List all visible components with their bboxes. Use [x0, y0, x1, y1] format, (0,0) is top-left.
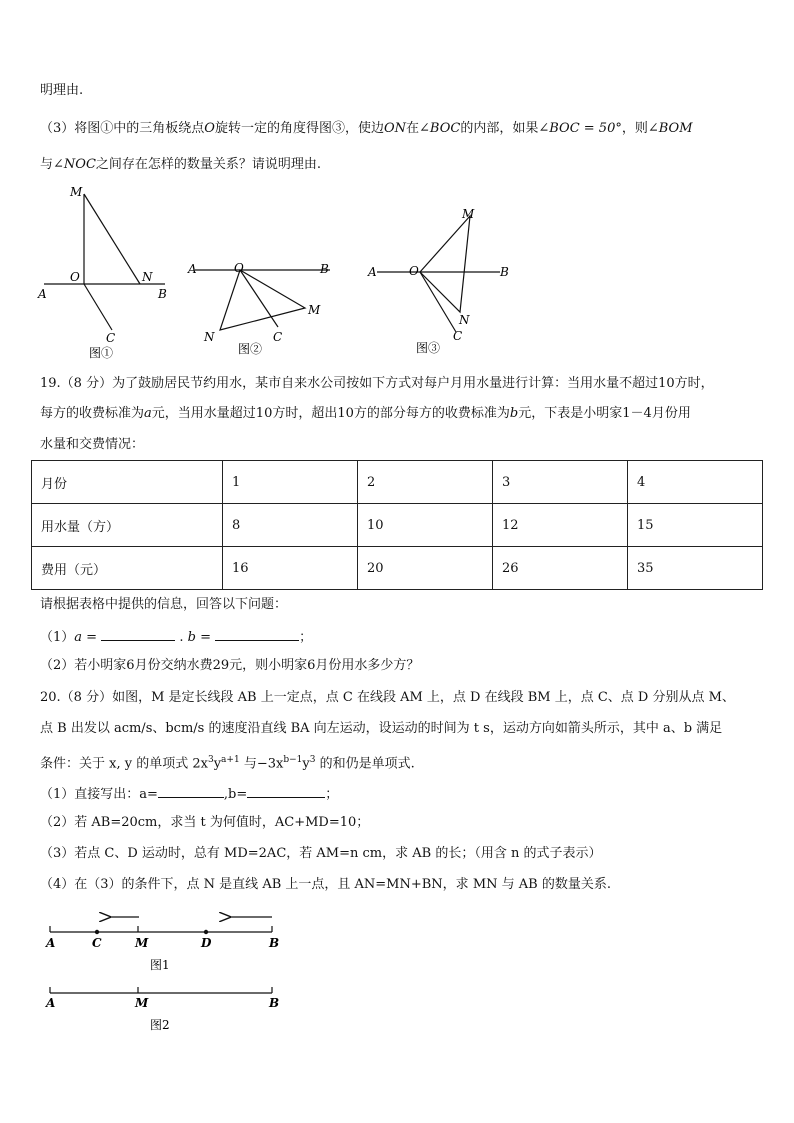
table-cell: 1 [223, 461, 358, 504]
label-n: N [459, 313, 470, 327]
table-cell: 8 [223, 504, 358, 547]
table-cell: 用水量（方） [32, 504, 223, 547]
table-cell: 3 [493, 461, 628, 504]
q19-prompt: 请根据表格中提供的信息，回答以下问题： [40, 597, 288, 612]
label-m: M [135, 936, 149, 950]
table-cell: 2 [358, 461, 493, 504]
label-o: O [234, 261, 244, 275]
point-d [204, 930, 208, 934]
label-o: O [409, 264, 419, 278]
q20-line3: 条件：关于 x, y 的单项式 $2x^3y^{a+1}$ 与$-3x^{b-1}y^3$ 的和仍是单项式. [40, 755, 415, 772]
q19-line1: 19.（8 分）为了鼓励居民节约用水，某市自来水公司按如下方式对每户月用水量进行计算：当用水量不超过10方时， [40, 376, 714, 391]
q18-part3-line2: 与∠NOC之间存在怎样的数量关系？请说明理由. [40, 157, 322, 172]
q19-part1: （1）a = . b = ； [40, 626, 312, 647]
point-c [95, 930, 99, 934]
table-row [32, 547, 763, 590]
label-a: A [188, 262, 197, 276]
water-usage-table [31, 460, 763, 590]
table-cell: 35 [628, 547, 763, 590]
triangle-omn [220, 270, 305, 330]
label-n: N [142, 270, 153, 284]
q20-part2: （2）若 AB=20cm，求当 t 为何值时，AC+MD=10； [40, 815, 370, 830]
caption-fig2: 图② [238, 342, 263, 356]
answer-blank-a[interactable] [101, 626, 175, 641]
answer-blank-b[interactable] [247, 783, 325, 798]
q18-part3-line1: （3）将图①中的三角板绕点O旋转一定的角度得图③，使边ON在∠BOC的内部，如果∠BOC = 50°，则∠BOM [40, 121, 693, 136]
label-b: B [269, 996, 280, 1010]
q20-figure-1 [40, 905, 290, 977]
label-b: B [269, 936, 280, 950]
label-b: B [320, 262, 329, 276]
table-cell: 10 [358, 504, 493, 547]
table-cell: 12 [493, 504, 628, 547]
caption-fig2: 图2 [150, 1018, 170, 1032]
q18-figure-1 [30, 180, 180, 360]
label-m: M [70, 185, 83, 199]
q18-figure-2 [180, 255, 340, 360]
label-c: C [453, 329, 463, 343]
label-m: M [308, 303, 321, 317]
label-a: A [46, 996, 56, 1010]
q20-line1: 20.（8 分）如图，M 是定长线段 AB 上一定点，点 C 在线段 AM 上，点 D 在线段 BM 上，点 C、点 D 分别从点 M、 [40, 690, 735, 705]
ray-oc [84, 284, 112, 330]
q19-part2: （2）若小明家6月份交纳水费29元，则小明家6月份用水多少方？ [40, 658, 420, 673]
q20-part4: （4）在（3）的条件下，点 N 是直线 AB 上一点，且 AN=MN+BN，求 MN 与 AB 的数量关系. [40, 877, 611, 892]
caption-fig1: 图① [89, 346, 114, 360]
q18-figure-3 [360, 200, 520, 360]
label-m: M [135, 996, 149, 1010]
q20-figure-2 [40, 985, 290, 1035]
caption-fig3: 图③ [416, 341, 441, 355]
label-c: C [92, 936, 102, 950]
answer-blank-a[interactable] [158, 783, 224, 798]
label-m: M [462, 207, 475, 221]
q18-tail: 明理由. [40, 83, 84, 98]
q20-line2: 点 B 出发以 acm/s、bcm/s 的速度沿直线 BA 向左运动，设运动的时间为 t s，运动方向如箭头所示，其中 a、b 满足 [40, 721, 723, 736]
table-cell: 15 [628, 504, 763, 547]
q20-part1: （1）直接写出：a= ,b= ； [40, 783, 338, 804]
label-b: B [158, 287, 167, 301]
table-cell: 费用（元） [32, 547, 223, 590]
ray-oc [240, 270, 278, 327]
label-c: C [106, 331, 116, 345]
label-a: A [38, 287, 47, 301]
table-cell: 26 [493, 547, 628, 590]
table-row [32, 504, 763, 547]
segment-mn [84, 194, 140, 284]
label-a: A [368, 265, 377, 279]
table-cell: 20 [358, 547, 493, 590]
label-d: D [201, 936, 212, 950]
table-cell: 4 [628, 461, 763, 504]
label-o: O [70, 270, 80, 284]
q20-part3: （3）若点 C、D 运动时，总有 MD=2AC，若 AM=n cm，求 AB 的长；（用含 n 的式子表示） [40, 846, 602, 861]
answer-blank-b[interactable] [215, 626, 299, 641]
label-b: B [500, 265, 509, 279]
label-a: A [46, 936, 56, 950]
q19-line2: 每方的收费标准为a元，当用水量超过10方时，超出10方的部分每方的收费标准为b元，下表是小明家1－4月份用 [40, 406, 691, 421]
label-n: N [204, 330, 215, 344]
triangle-omn [420, 216, 470, 312]
table-row [32, 461, 763, 504]
label-c: C [273, 330, 283, 344]
table-cell: 月份 [32, 461, 223, 504]
caption-fig1: 图1 [150, 958, 170, 972]
table-cell: 16 [223, 547, 358, 590]
q19-line3: 水量和交费情况： [40, 437, 145, 452]
